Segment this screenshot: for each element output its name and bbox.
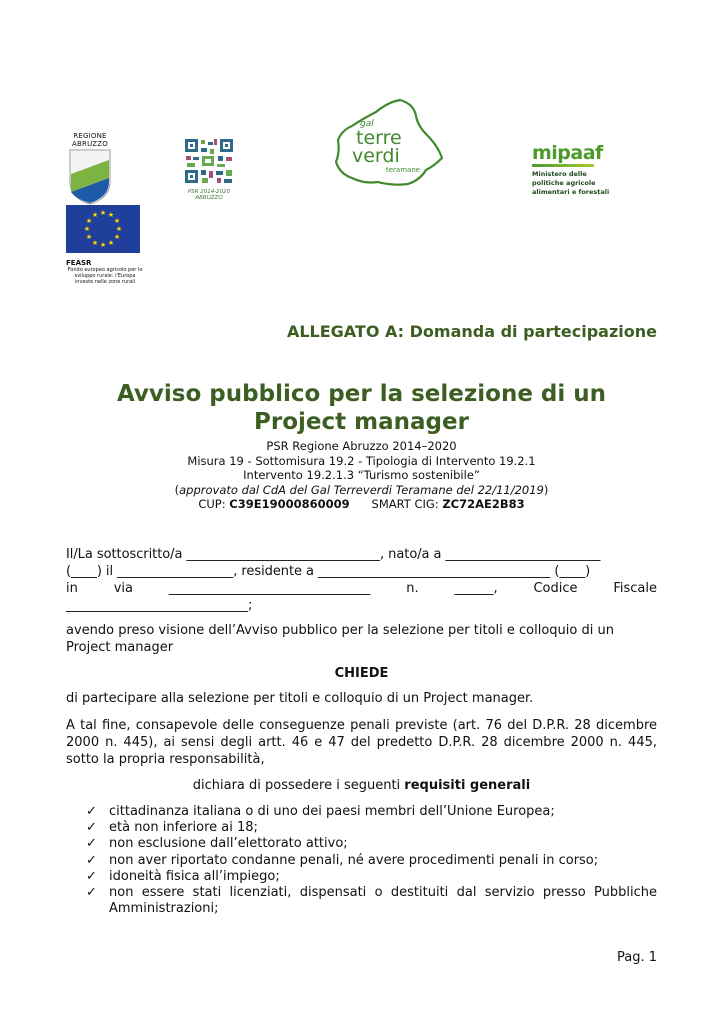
regione-abruzzo-logo [68, 132, 112, 210]
sub-line-1: PSR Regione Abruzzo 2014–2020 [266, 439, 457, 453]
svg-text:★: ★ [85, 217, 93, 225]
page-number: Pag. 1 [616, 950, 657, 965]
requirement-text: non esclusione dall’elettorato attivo; [109, 836, 348, 852]
mipaaf-logo [532, 142, 632, 197]
abruzzo-shield-icon [68, 148, 112, 206]
list-item [86, 820, 657, 836]
feasr-line-2: sviluppo rurale: l'Europa [74, 273, 136, 279]
form-w3: _______________________________ [168, 581, 371, 596]
list-item [86, 869, 657, 885]
psr-caption-2: ABRUZZO [195, 195, 223, 201]
terre-text: terre [356, 127, 402, 149]
feasr-line-1: Fondo europeo agricolo per lo [67, 267, 143, 273]
requirement-text: cittadinanza italiana o di uno dei paesi membri dell’Unione Europea; [109, 804, 555, 819]
svg-text:★: ★ [113, 217, 121, 225]
svg-text:★: ★ [85, 233, 93, 241]
eu-flag-icon [66, 205, 140, 253]
mipaaf-line-3: alimentari e forestali [532, 188, 610, 196]
mipaaf-line-1: Ministero delle [532, 170, 587, 178]
feasr-line-3: investe nelle zone rurali [74, 279, 136, 285]
requirement-text: non essere stati licenziati, dispensati o destituiti dal servizio presso Pubbliche Amministrazioni; [109, 885, 657, 917]
applicant-form [66, 546, 657, 614]
title-line-1: Avviso pubblico per la selezione di un [116, 381, 607, 407]
psr-caption-1: PSR 2014-2020 [187, 189, 231, 195]
requirement-text: non aver riportato condanne penali, né avere procedimenti penali in corso; [109, 852, 599, 868]
svg-text:★: ★ [99, 209, 107, 217]
document-title [66, 380, 657, 436]
form-line-3 [66, 580, 657, 597]
allegato-heading: ALLEGATO A: Domanda di partecipazione [286, 322, 657, 341]
psr-qr-icon [183, 137, 235, 185]
svg-text:★: ★ [107, 239, 115, 247]
title-line-2: Project manager [254, 409, 469, 435]
requirement-text: idoneità fisica all’impiego; [109, 868, 280, 884]
mipaaf-stripe [532, 164, 594, 167]
svg-text:★: ★ [83, 225, 91, 233]
sub-line-2: Misura 19 - Sottomisura 19.2 - Tipologia di Intervento 19.2.1 [187, 453, 536, 468]
gal-text: gal [360, 119, 374, 129]
check-icon: ✓ [86, 885, 97, 901]
form-w4: n. [406, 581, 419, 596]
mipaaf-line-2: politiche agricole [532, 179, 596, 187]
requirements-list [86, 804, 657, 917]
form-w2: via [113, 581, 133, 596]
abruzzo-logo-text-1: REGIONE [73, 132, 107, 140]
gal-region-outline-icon [330, 96, 448, 188]
form-line-1: Il/La sottoscritto/a ______________________________, nato/a a ________________________ [66, 547, 601, 562]
form-w5: ______, [454, 581, 498, 596]
svg-text:★: ★ [99, 241, 107, 249]
list-item [86, 836, 657, 852]
form-line-4: ____________________________; [66, 598, 253, 613]
mipaaf-brand: mipaaf [532, 142, 603, 164]
svg-text:★: ★ [107, 211, 115, 219]
list-item [86, 853, 657, 869]
feasr-name: FEASR [66, 259, 92, 267]
program-subtitle [66, 439, 657, 512]
abruzzo-logo-text-2: ABRUZZO [72, 140, 108, 148]
gal-terreverdi-logo [330, 96, 448, 188]
sub-line-4: (approvato dal CdA del Gal Terreverdi Teramane del 22/11/2019) [174, 482, 549, 497]
svg-text:★: ★ [113, 233, 121, 241]
paragraph-consapevole: A tal fine, consapevole delle conseguenze penali previste (art. 76 del D.P.R. 28 dicembre 2000 n. 445), ai sensi degli artt. 46 e 47 del predetto D.P.R. 28 dicembre 2000 n. 445, sotto la propria responsabilità, [66, 718, 657, 767]
check-icon: ✓ [86, 852, 97, 868]
check-icon: ✓ [86, 820, 97, 836]
chiede-heading: CHIEDE [334, 666, 389, 681]
check-icon: ✓ [86, 836, 97, 852]
paragraph-visione: avendo preso visione dell’Avviso pubblico per la selezione per titoli e colloquio di un Project manager [66, 623, 614, 655]
verdi-text: verdi [352, 145, 400, 167]
feasr-logo [66, 205, 144, 285]
check-icon: ✓ [86, 804, 97, 819]
dichiara-text: dichiara di possedere i seguenti [192, 778, 405, 793]
psr-abruzzo-logo [183, 137, 235, 201]
form-w7: Fiscale [613, 581, 657, 596]
list-item [86, 885, 657, 917]
cup-cig-line [66, 497, 657, 512]
cig-label: SMART CIG: [371, 497, 443, 511]
form-w1: in [66, 581, 78, 596]
list-item [86, 804, 657, 820]
check-icon: ✓ [86, 868, 97, 884]
approval-note: approvato dal CdA del Gal Terreverdi Teramane del 22/11/2019 [179, 482, 544, 497]
sub-line-3: Intervento 19.2.1.3 “Turismo sostenibile” [243, 468, 480, 482]
paragraph-partecipare: di partecipare alla selezione per titoli e colloquio di un Project manager. [66, 691, 534, 706]
form-w6: Codice [533, 581, 578, 596]
dichiara-line [66, 777, 657, 794]
form-line-2: (____) il __________________, residente a ____________________________________ (____) [66, 564, 591, 579]
teramane-text: teramane [386, 166, 421, 174]
svg-text:★: ★ [91, 239, 99, 247]
cup-value: C39E19000860009 [229, 497, 350, 511]
svg-text:★: ★ [115, 225, 123, 233]
svg-text:★: ★ [91, 211, 99, 219]
cup-label: CUP: [198, 497, 230, 511]
requisiti-generali: requisiti generali [404, 778, 531, 793]
requirement-text: età non inferiore ai 18; [109, 820, 258, 836]
cig-value: ZC72AE2B83 [442, 497, 525, 511]
